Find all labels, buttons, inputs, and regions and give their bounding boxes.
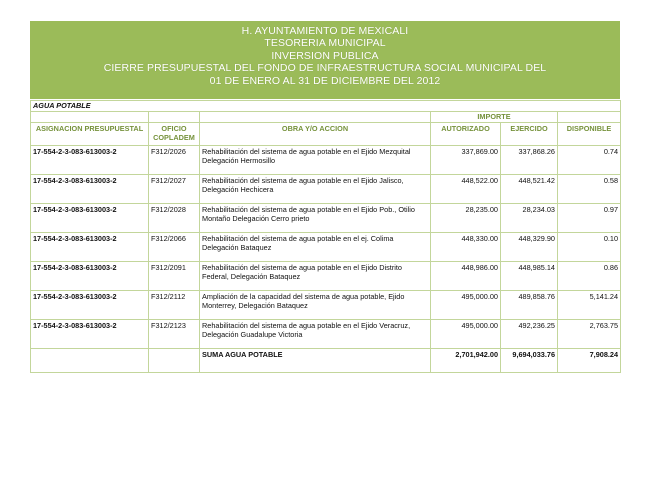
cell-ejercido: 448,985.14	[501, 262, 558, 291]
cell-disponible: 5,141.24	[558, 291, 621, 320]
header-line-5: 01 DE ENERO AL 31 DE DICIEMBRE DEL 2012	[209, 74, 441, 87]
cell-oficio: F312/2027	[149, 175, 200, 204]
cell-obra: Rehabilitación del sistema de agua potable en el Ejido Mezquital Delegación Hermosillo	[200, 146, 431, 175]
cell-autorizado: 448,330.00	[431, 233, 501, 262]
cell-obra: Rehabilitación del sistema de agua potable en el Ejido Distrito Federal, Delegación Bataquez	[200, 262, 431, 291]
importe-row	[31, 112, 621, 123]
cell-obra: Ampliación de la capacidad del sistema de agua potable, Ejido Monterrey, Delegación Bataquez	[200, 291, 431, 320]
col-header-disponible: DISPONIBLE	[558, 123, 621, 146]
header-line-3: INVERSION PUBLICA	[271, 49, 379, 62]
header-line-1: H. AYUNTAMIENTO DE MEXICALI	[241, 25, 409, 37]
cell-autorizado: 28,235.00	[431, 204, 501, 233]
report-header-banner	[30, 21, 620, 99]
cell-asignacion: 17-554-2-3-083-613003-2	[31, 175, 149, 204]
cell-oficio: F312/2112	[149, 291, 200, 320]
cell-disponible: 0.97	[558, 204, 621, 233]
table-row	[31, 204, 621, 233]
cell-ejercido: 492,236.25	[501, 320, 558, 349]
total-row	[31, 349, 621, 373]
cell-disponible: 0.58	[558, 175, 621, 204]
col-header-autorizado: AUTORIZADO	[431, 123, 501, 146]
table-row	[31, 175, 621, 204]
budget-table	[30, 100, 621, 373]
cell-ejercido: 489,858.76	[501, 291, 558, 320]
cell-oficio: F312/2123	[149, 320, 200, 349]
total-autorizado: 2,701,942.00	[431, 349, 501, 373]
cell-autorizado: 448,986.00	[431, 262, 501, 291]
col-header-oficio: OFICIO COPLADEM	[149, 123, 200, 146]
total-disponible: 7,908.24	[558, 349, 621, 373]
cell-oficio: F312/2028	[149, 204, 200, 233]
cell-ejercido: 28,234.03	[501, 204, 558, 233]
cell-obra: Rehabilitación del sistema de agua potable en el Ejido Jalisco, Delegación Hechicera	[200, 175, 431, 204]
table-row	[31, 233, 621, 262]
cell-autorizado: 448,522.00	[431, 175, 501, 204]
table-row	[31, 146, 621, 175]
col-header-ejercido: EJERCIDO	[501, 123, 558, 146]
cell-autorizado: 337,869.00	[431, 146, 501, 175]
cell-disponible: 0.86	[558, 262, 621, 291]
cell-oficio: F312/2091	[149, 262, 200, 291]
cell-autorizado: 495,000.00	[431, 291, 501, 320]
cell-oficio: F312/2026	[149, 146, 200, 175]
cell-ejercido: 448,329.90	[501, 233, 558, 262]
cell-disponible: 0.10	[558, 233, 621, 262]
cell-disponible: 0.74	[558, 146, 621, 175]
cell-asignacion: 17-554-2-3-083-613003-2	[31, 291, 149, 320]
cell-ejercido: 337,868.26	[501, 146, 558, 175]
section-title: AGUA POTABLE	[31, 101, 621, 112]
col-header-asignacion: ASIGNACION PRESUPUESTAL	[31, 123, 149, 146]
table-row	[31, 262, 621, 291]
cell-oficio: F312/2066	[149, 233, 200, 262]
cell-asignacion: 17-554-2-3-083-613003-2	[31, 204, 149, 233]
total-label: SUMA AGUA POTABLE	[200, 349, 431, 373]
cell-asignacion: 17-554-2-3-083-613003-2	[31, 233, 149, 262]
col-header-obra: OBRA Y/O ACCION	[200, 123, 431, 146]
cell-obra: Rehabilitación del sistema de agua potable en el ej. Colima Delegación Bataquez	[200, 233, 431, 262]
cell-asignacion: 17-554-2-3-083-613003-2	[31, 320, 149, 349]
importe-label: IMPORTE	[431, 112, 558, 123]
cell-autorizado: 495,000.00	[431, 320, 501, 349]
cell-obra: Rehabilitación del sistema de agua potable en el Ejido Pob., Otilio Montaño Delegación Cerro prieto	[200, 204, 431, 233]
table-row	[31, 320, 621, 349]
column-header-row	[31, 123, 621, 146]
cell-asignacion: 17-554-2-3-083-613003-2	[31, 262, 149, 291]
cell-ejercido: 448,521.42	[501, 175, 558, 204]
cell-disponible: 2,763.75	[558, 320, 621, 349]
header-line-4: CIERRE PRESUPUESTAL DEL FONDO DE INFRAESTRUCTURA SOCIAL MUNICIPAL DEL	[103, 62, 547, 75]
cell-obra: Rehabilitación del sistema de agua potable en el Ejido Veracruz, Delegación Guadalupe Victoria	[200, 320, 431, 349]
section-row	[31, 101, 621, 112]
header-line-2: TESORERIA MUNICIPAL	[264, 37, 386, 50]
table-row	[31, 291, 621, 320]
total-ejercido: 9,694,033.76	[501, 349, 558, 373]
cell-asignacion: 17-554-2-3-083-613003-2	[31, 146, 149, 175]
